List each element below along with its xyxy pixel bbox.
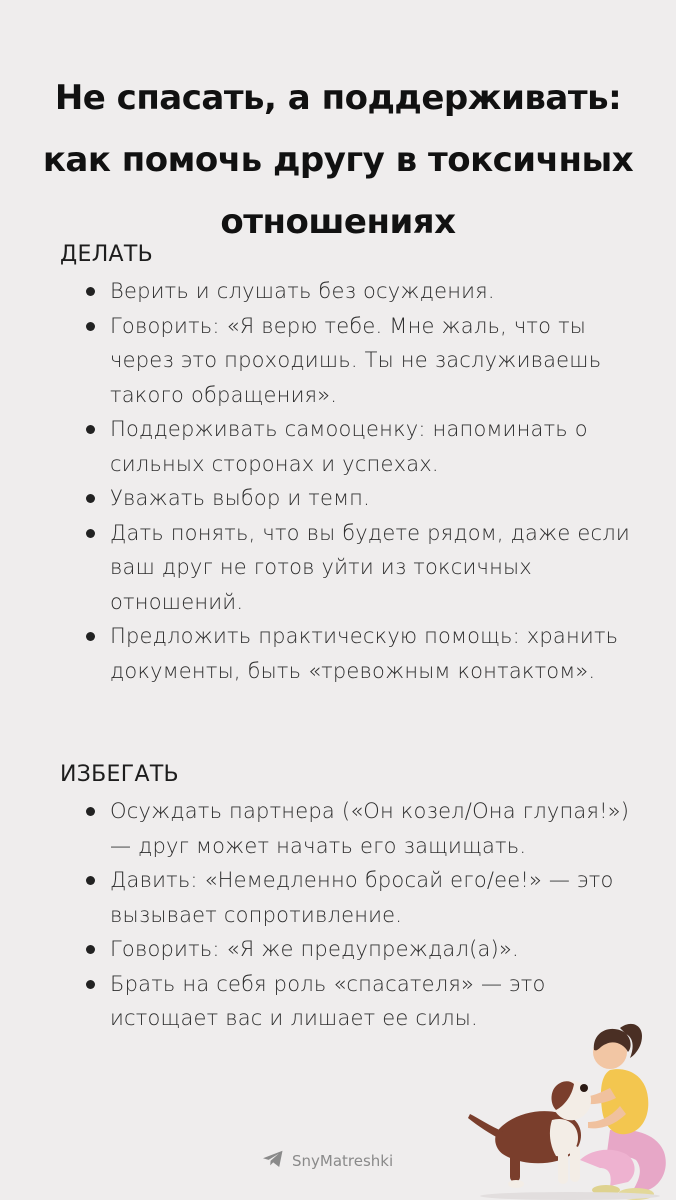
avoid-section	[60, 760, 640, 1036]
title-line-3: отношениях	[220, 201, 456, 242]
do-item-4: Уважать выбор и темп.	[60, 481, 640, 516]
page-title	[0, 67, 676, 253]
do-item-3: Поддерживать самооценку: напоминать о сильных сторонах и успехах.	[60, 412, 640, 481]
brand-name: SnyMatreshki	[292, 1152, 394, 1170]
avoid-item-2: Давить: «Немедленно бросай его/ее!» — это вызывает сопротивление.	[60, 863, 640, 932]
avoid-heading: ИЗБЕГАТЬ	[60, 762, 179, 787]
do-list	[60, 274, 640, 688]
title-line-1: Не спасать, а поддерживать:	[54, 77, 622, 118]
woman-with-dog-illustration	[460, 1010, 676, 1200]
avoid-item-4: Брать на себя роль «спасателя» — это истощает вас и лишает ее силы.	[60, 967, 640, 1036]
telegram-icon	[262, 1150, 284, 1172]
do-item-6: Предложить практическую помощь: хранить документы, быть «тревожным контактом».	[60, 619, 640, 688]
footer-brand	[262, 1150, 393, 1172]
avoid-item-3: Говорить: «Я же предупреждал(а)».	[60, 932, 640, 967]
do-item-5: Дать понять, что вы будете рядом, даже если ваш друг не готов уйти из токсичных отношений.	[60, 516, 640, 620]
do-item-1: Верить и слушать без осуждения.	[60, 274, 640, 309]
title-line-2: как помочь другу в токсичных	[42, 139, 634, 180]
avoid-item-1: Осуждать партнера («Он козел/Она глупая!») — друг может начать его защищать.	[60, 794, 640, 863]
do-item-2: Говорить: «Я верю тебе. Мне жаль, что ты через это проходишь. Ты не заслуживаешь такого обращения».	[60, 309, 640, 413]
avoid-list	[60, 794, 640, 1036]
do-section	[60, 240, 640, 688]
do-heading: ДЕЛАТЬ	[60, 242, 154, 267]
